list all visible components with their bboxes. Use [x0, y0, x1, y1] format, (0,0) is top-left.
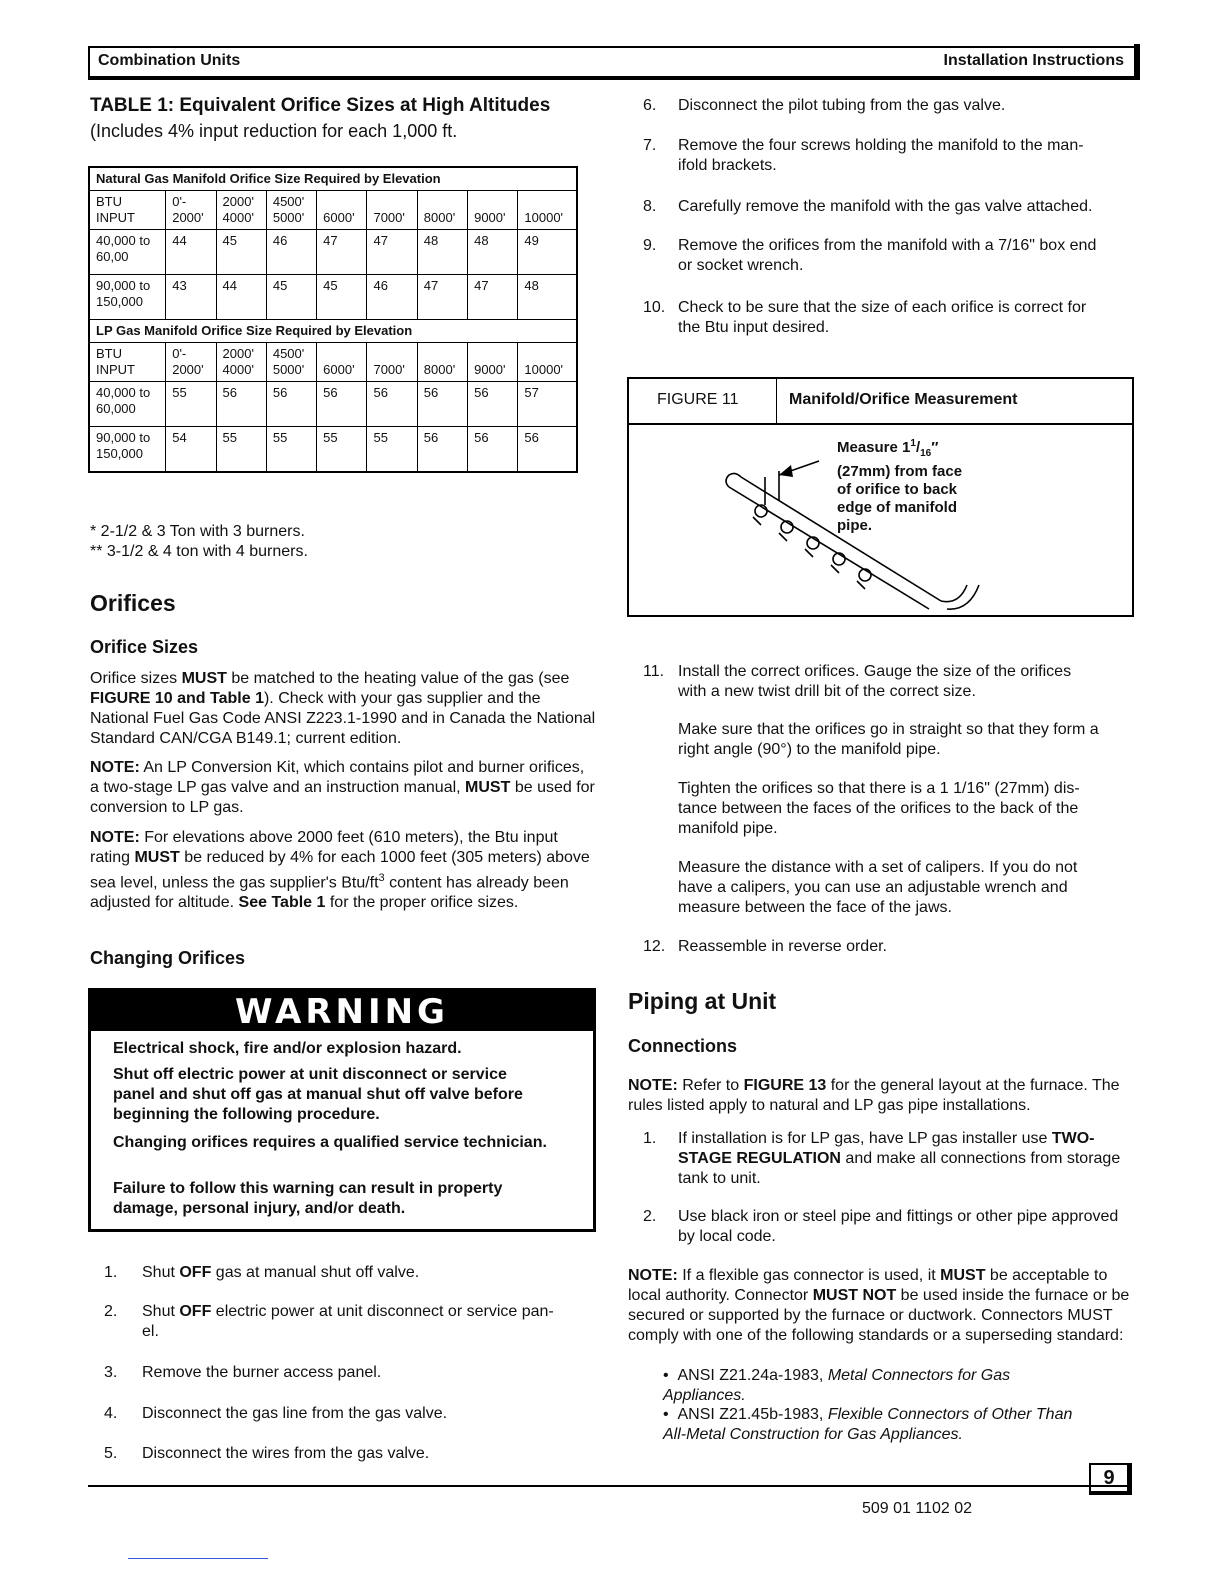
table-note-2: ** 3-1/2 & 4 ton with 4 burners. [90, 543, 308, 560]
table-col-head: 10000' [518, 191, 577, 230]
note-figure-13: NOTE: Refer to FIGURE 13 for the general layout at the furnace. The rules listed apply to natural and LP gas pipe installations. [628, 1077, 1120, 1114]
table-title: TABLE 1: Equivalent Orifice Sizes at High Altitudes [90, 95, 551, 116]
conn-step-2-text: Use black iron or steel pipe and fittings or other pipe approved by local code. [678, 1208, 1119, 1245]
measure-line-2: (27mm) from face [837, 463, 963, 480]
table-col-head: 2000' 4000' [216, 191, 266, 230]
step-text: Disconnect the pilot tubing from the gas valve. [678, 97, 1006, 114]
table-col-head: 9000' [468, 343, 518, 382]
step-number: 4. [104, 1405, 118, 1422]
standard-1: • ANSI Z21.24a-1983, Metal Connectors for Gas Appliances. [663, 1367, 1011, 1404]
table-col-head: 9000' [468, 191, 518, 230]
conn-step-1-text: If installation is for LP gas, have LP gas installer use TWO-STAGE REGULATION and make all connections from storage tank to unit. [678, 1130, 1121, 1187]
step-text: Disconnect the wires from the gas valve. [142, 1445, 430, 1462]
note-elevation: NOTE: For elevations above 2000 feet (610 meters), the Btu input rating MUST be reduced by 4% for each 1000 feet (305 meters) above sea level, unless the gas supplier's Btu/$ft^3$ content has already been adjusted for altitude. See Table 1 for the proper orifice sizes. [90, 829, 590, 912]
step-text: Remove the four screws holding the manifold to the man- ifold brackets. [678, 137, 1084, 174]
step-11-p3: Tighten the orifices so that there is a 1 1/16" (27mm) dis- tance between the faces of the orifices to the back of the manifold pipe. [678, 780, 1080, 837]
step-number: 7. [643, 137, 657, 154]
step-text: Shut OFF gas at manual shut off valve. [142, 1264, 420, 1281]
header-left: Combination Units [98, 52, 241, 69]
table-col-head: 4500' 5000' [266, 191, 316, 230]
table-cell: 45 [317, 275, 367, 320]
bottom-link-underline [128, 1558, 268, 1559]
step-12-text: Reassemble in reverse order. [678, 938, 887, 955]
step-number: 8. [643, 198, 657, 215]
step-text: Check to be sure that the size of each orifice is correct for the Btu input desired. [678, 299, 1087, 336]
changing-orifices-heading: Changing Orifices [90, 948, 246, 968]
step-text: Remove the burner access panel. [142, 1364, 382, 1381]
table-cell: 56 [468, 427, 518, 473]
table-row [89, 427, 577, 473]
header-right: Installation Instructions [943, 52, 1124, 69]
table-cell: 47 [317, 230, 367, 275]
measure-line-5: pipe. [837, 517, 873, 534]
table-col-head: 7000' [367, 191, 417, 230]
step-number: 6. [643, 97, 657, 114]
table-cell: 55 [266, 427, 316, 473]
table-cell: 47 [367, 230, 417, 275]
table-cell: 45 [216, 230, 266, 275]
standard-2: • ANSI Z21.45b-1983, Flexible Connectors of Other Than All-Metal Construction for Gas Appliances. [663, 1406, 1073, 1443]
table-note-1: * 2-1/2 & 3 Ton with 3 burners. [90, 523, 305, 540]
table-cell: 54 [166, 427, 216, 473]
piping-heading: Piping at Unit [628, 988, 777, 1014]
table-cell: 56 [417, 427, 467, 473]
table-cell: 55 [367, 427, 417, 473]
footer-rule [88, 1485, 1132, 1487]
figure-divider [776, 379, 777, 423]
measure-line-3: of orifice to back [837, 481, 958, 498]
warning-line-2: Shut off electric power at unit disconnect or service panel and shut off gas at manual shut off valve before beginning the following procedure. [113, 1066, 523, 1123]
table-cell: 56 [317, 382, 367, 427]
measure-line-1: Measure $1^1/_{16}''$ [837, 438, 939, 459]
table-cell: 55 [166, 382, 216, 427]
measurement-arrow [779, 465, 793, 477]
step-11-number: 11. [643, 663, 665, 680]
table-cell: 56 [518, 427, 577, 473]
table-col-head: 4500' 5000' [266, 343, 316, 382]
table-section-header: Natural Gas Manifold Orifice Size Required by Elevation [89, 167, 577, 191]
table-col-head: 6000' [317, 343, 367, 382]
table-cell: 48 [518, 275, 577, 320]
table-cell: 56 [468, 382, 518, 427]
measure-annotation [837, 435, 962, 535]
table-cell: 48 [468, 230, 518, 275]
table-cell: 56 [417, 382, 467, 427]
connections-heading: Connections [628, 1036, 738, 1056]
note-flexible-connector: NOTE: If a flexible gas connector is used, it MUST be acceptable to local authority. Connector MUST NOT be used inside the furnace or be secured or supported by the furnace or ductwork. Connectors MUST comply with one of the following standards or a superseding standard: [628, 1267, 1130, 1344]
table-cell: 44 [166, 230, 216, 275]
table-cell: 46 [367, 275, 417, 320]
table-cell: 49 [518, 230, 577, 275]
table-cell: 40,000 to 60,000 [89, 382, 166, 427]
conn-step-2-number: 2. [643, 1208, 657, 1225]
table-cell: 45 [266, 275, 316, 320]
step-text: Shut OFF electric power at unit disconnect or service pan- el. [142, 1303, 554, 1340]
table-cell: 40,000 to 60,00 [89, 230, 166, 275]
header-edge-bar [1134, 44, 1140, 80]
step-number: 5. [104, 1445, 118, 1462]
step-11-p4: Measure the distance with a set of calipers. If you do not have a calipers, you can use an adjustable wrench and measure between the face of the jaws. [678, 859, 1078, 916]
note-lp-conversion: NOTE: An LP Conversion Kit, which contains pilot and burner orifices, a two-stage LP gas valve and an instruction manual, MUST be used for conversion to LP gas. [90, 759, 595, 816]
table-cell: 47 [417, 275, 467, 320]
step-number: 1. [104, 1264, 118, 1281]
orifice-sizes-paragraph: Orifice sizes MUST be matched to the heating value of the gas (see FIGURE 10 and Table 1). Check with your gas supplier and the National Fuel Gas Code ANSI Z223.1-1990 and in Canada the National Standard CAN/CGA B149.1; current edition. [90, 670, 596, 747]
table-col-head: 6000' [317, 191, 367, 230]
table-subtitle: (Includes 4% input reduction for each 1,000 ft. [90, 121, 458, 141]
table-cell: 56 [216, 382, 266, 427]
table-row [89, 275, 577, 320]
step-11-p1: Install the correct orifices. Gauge the size of the orifices with a new twist drill bit of the correct size. [678, 663, 1072, 700]
warning-box [88, 988, 596, 1232]
table-cell: 47 [468, 275, 518, 320]
warning-banner: WARNING [91, 991, 593, 1031]
table-cell: 90,000 to 150,000 [89, 275, 166, 320]
table-col-head: 7000' [367, 343, 417, 382]
warning-line-3: Changing orifices requires a qualified service technician. [113, 1134, 547, 1151]
step-text: Remove the orifices from the manifold with a 7/16" box end or socket wrench. [678, 237, 1097, 274]
table-col-head: 2000' 4000' [216, 343, 266, 382]
table-title-block [90, 95, 550, 141]
conn-step-1-number: 1. [643, 1130, 657, 1147]
step-number: 3. [104, 1364, 118, 1381]
table-cell: 44 [216, 275, 266, 320]
table-row [89, 230, 577, 275]
page-header [88, 46, 1136, 80]
table-col-head: BTU INPUT [89, 191, 166, 230]
figure-number: FIGURE 11 [657, 391, 739, 408]
table-cell: 43 [166, 275, 216, 320]
doc-number: 509 01 1102 02 [862, 1500, 973, 1517]
page-number: 9 [1089, 1463, 1132, 1495]
table-cell: 56 [367, 382, 417, 427]
table-col-head: 0'- 2000' [166, 343, 216, 382]
step-number: 9. [643, 237, 657, 254]
orifices-heading: Orifices [90, 590, 176, 616]
step-number: 10. [643, 299, 666, 316]
step-number: 2. [104, 1303, 118, 1320]
step-text: Disconnect the gas line from the gas valve. [142, 1405, 448, 1422]
table-col-head: 8000' [417, 343, 467, 382]
table-header-row [89, 343, 577, 382]
warning-line-4: Failure to follow this warning can result in property damage, personal injury, and/or death. [113, 1180, 503, 1217]
table-col-head: 10000' [518, 343, 577, 382]
figure-title: Manifold/Orifice Measurement [789, 391, 1018, 408]
table-col-head: BTU INPUT [89, 343, 166, 382]
orifice-table [88, 166, 578, 473]
table-col-head: 8000' [417, 191, 467, 230]
step-11-p2: Make sure that the orifices go in straight so that they form a right angle (90°) to the manifold pipe. [678, 721, 1099, 758]
figure-caption [629, 379, 1132, 425]
step-12-number: 12. [643, 938, 666, 955]
table-row [89, 382, 577, 427]
table-section-header: LP Gas Manifold Orifice Size Required by Elevation [89, 320, 577, 343]
table-cell: 48 [417, 230, 467, 275]
measure-line-4: edge of manifold [837, 499, 957, 516]
warning-line-1: Electrical shock, fire and/or explosion hazard. [113, 1040, 462, 1057]
table-cell: 56 [266, 382, 316, 427]
table-cell: 90,000 to 150,000 [89, 427, 166, 473]
table-cell: 55 [216, 427, 266, 473]
orifice-sizes-heading: Orifice Sizes [90, 637, 199, 657]
table-header-row [89, 191, 577, 230]
table-cell: 57 [518, 382, 577, 427]
table-cell: 55 [317, 427, 367, 473]
step-text: Carefully remove the manifold with the gas valve attached. [678, 198, 1093, 215]
table-col-head: 0'- 2000' [166, 191, 216, 230]
table-cell: 46 [266, 230, 316, 275]
figure-11 [627, 377, 1134, 617]
